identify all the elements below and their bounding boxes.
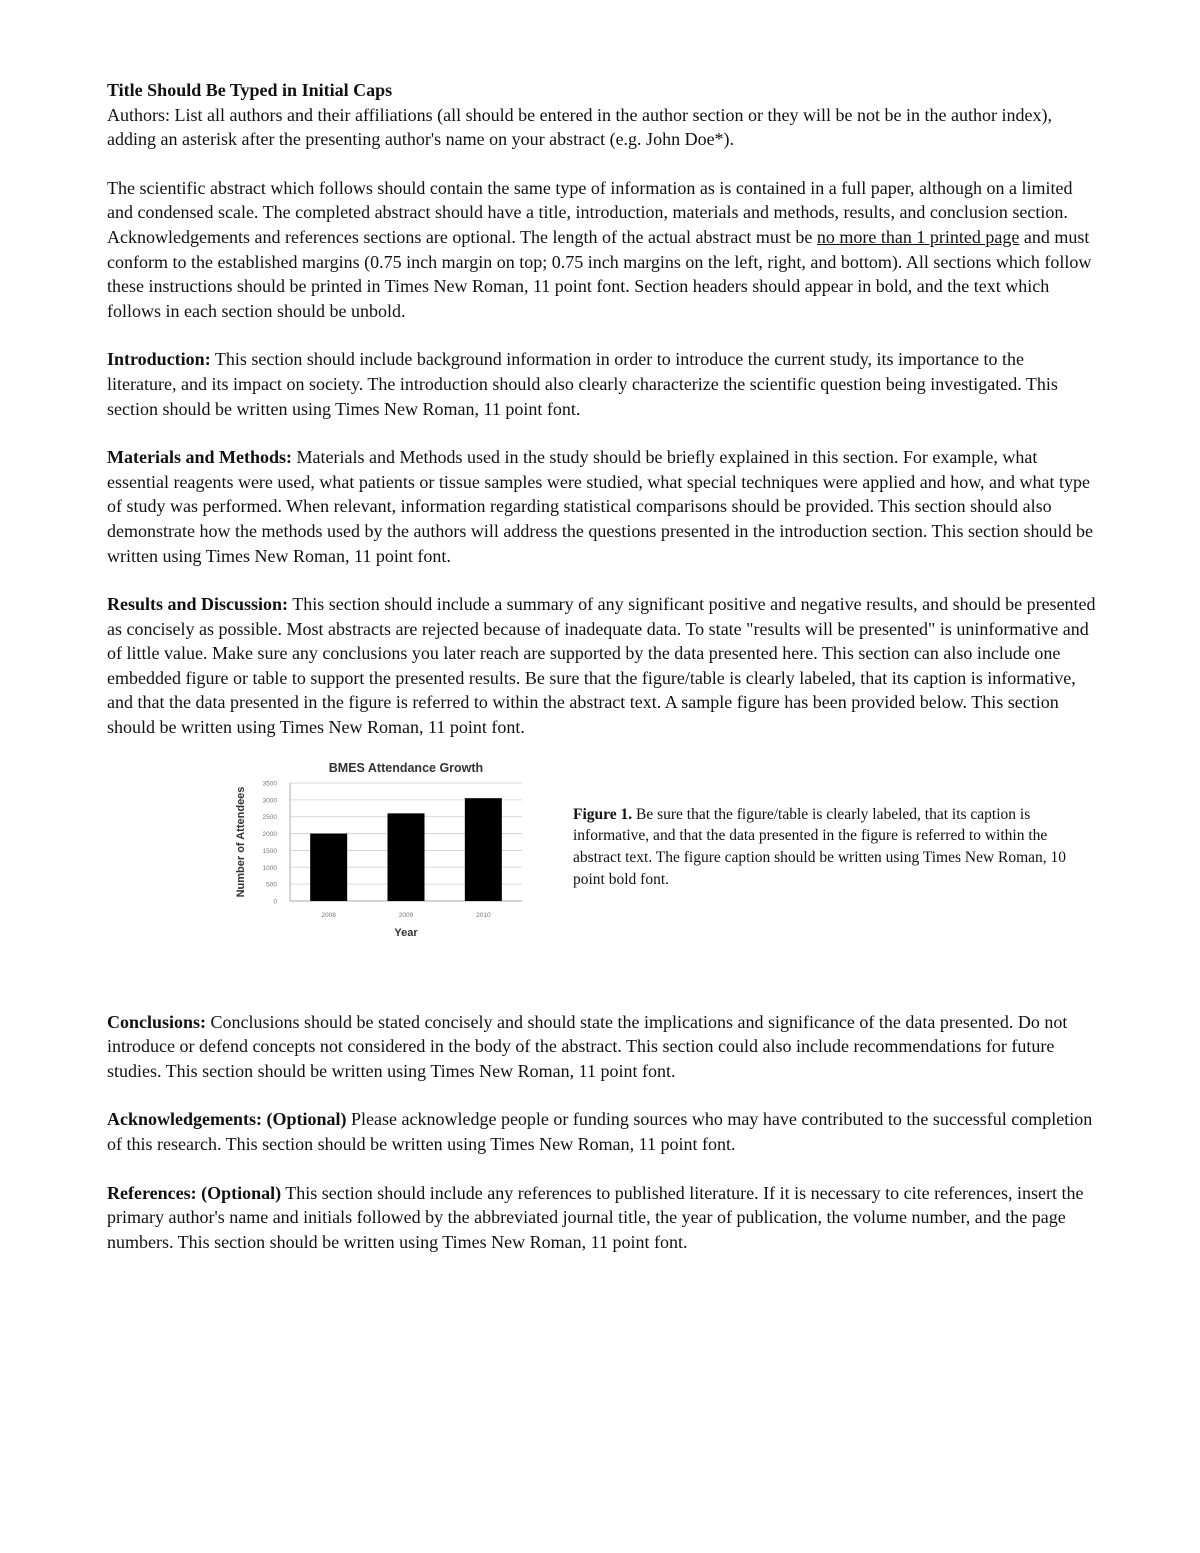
x-tick-label: 2009 [398, 911, 414, 919]
y-tick-label: 2000 [262, 830, 277, 838]
references-body: This section should include any references to published literature. If it is necessary to cite references, insert the primary author's name and initials followed by the abbreviated journal title, the year of publication, the volume number, and the page numbers. This section should be written using Times New Roman, 11 point font. [107, 1182, 1084, 1252]
y-tick-label: 3000 [262, 797, 277, 805]
x-tick-label: 2010 [476, 911, 491, 919]
y-tick-label: 3500 [262, 780, 277, 788]
results-section [107, 592, 1097, 740]
conclusions-body: Conclusions should be stated concisely and should state the implications and significance of the data presented. Do not introduce or defend concepts not considered in the body of the abstract. This section could also include recommendations for future studies. This section should be written using Times New Roman, 11 point font. [107, 1011, 1068, 1081]
bar-2010 [465, 798, 502, 901]
conclusions-heading: Conclusions: [107, 1011, 207, 1032]
x-axis-label: Year [394, 926, 418, 939]
acknowledgements-body: Please acknowledge people or funding sources who may have contributed to the successful completion of this research. This section should be written using Times New Roman, 11 point font. [107, 1109, 1093, 1155]
figure-caption-text: Be sure that the figure/table is clearly labeled, that its caption is informative, and that the data presented in the figure is referred to within the abstract text. The figure caption should be written using Times New Roman, 10 point bold font. [573, 805, 1067, 889]
figure-caption [573, 804, 1093, 891]
materials-section [107, 445, 1097, 568]
y-tick-label: 0 [273, 898, 277, 906]
materials-heading: Materials and Methods: [107, 447, 292, 468]
introduction-heading: Introduction: [107, 349, 211, 370]
introduction-section [107, 347, 1097, 421]
page-limit-underlined: no more than 1 printed page [816, 226, 1020, 247]
instructions-paragraph [107, 176, 1097, 324]
introduction-body: This section should include background information in order to introduce the current study, its importance to the literature, and its impact on society. The introduction should also clearly characterize the scientific question being investigated. This section should be written using Times New Roman, 11 point font. [107, 349, 1058, 419]
bar-2008 [310, 833, 347, 900]
materials-body: Materials and Methods used in the study should be briefly explained in this section. For example, what essential reagents were used, what patients or tissue samples were studied, what special techniques were applied and how, and what type of study was performed. When relevant, information regarding statistical comparisons should be provided. This section should also demonstrate how the methods used by the authors will address the questions presented in the introduction section. This section should be written using Times New Roman, 11 point font. [107, 447, 1093, 566]
instructions-text-part1: The scientific abstract which follows should contain the same type of information as is contained in a full paper, although on a limited and condensed scale. The completed abstract should have a title, introduction, materials and methods, results, and conclusion section. Acknowledgements and references sections are optional. The length of the actual abstract must be [107, 177, 1073, 247]
y-tick-label: 2500 [262, 813, 277, 821]
acknowledgements-heading: Acknowledgements: (Optional) [107, 1109, 347, 1130]
references-heading: References: (Optional) [107, 1182, 282, 1203]
instructions-text-part2: and must conform to the established margins (0.75 inch margin on top; 0.75 inch margins on the left, right, and bottom). All sections which follow these instructions should be printed in Times New Roman, 11 point font. Section headers should appear in bold, and the text which follows in each section should be unbold. [107, 226, 1092, 321]
y-tick-label: 1500 [262, 847, 277, 855]
attendance-chart [222, 756, 542, 976]
y-tick-label: 500 [266, 881, 277, 889]
y-axis-label: Number of Attendees [235, 786, 247, 898]
results-body: This section should include a summary of any significant positive and negative results, and should be presented as concisely as possible. Most abstracts are rejected because of inadequate data. To state "results will be presented" is uninformative and of little value. Make sure any conclusions you later reach are supported by the data presented here. This section can also include one embedded figure or table to support the presented results. Be sure that the figure/table is clearly labeled, that its caption is informative, and that the data presented in the figure is referred to within the abstract text. A sample figure has been provided below. This section should be written using Times New Roman, 11 point font. [107, 594, 1096, 738]
acknowledgements-section [107, 1107, 1097, 1156]
results-heading: Results and Discussion: [107, 594, 289, 615]
x-tick-label: 2008 [321, 911, 336, 919]
references-section [107, 1181, 1097, 1255]
figure-label: Figure 1. [573, 805, 633, 823]
bar-2009 [388, 813, 425, 901]
abstract-title: Title Should Be Typed in Initial Caps [107, 80, 393, 100]
authors-paragraph: Authors: List all authors and their affiliations (all should be entered in the author section or they will be not be in the author index), adding an asterisk after the presenting author's name on your abstract (e.g. John Doe*). [107, 104, 1052, 150]
chart-title: BMES Attendance Growth [328, 760, 484, 775]
conclusions-section [107, 1010, 1097, 1084]
figure-block [107, 756, 1097, 1002]
y-tick-label: 1000 [262, 864, 277, 872]
document-page [107, 78, 1097, 1254]
